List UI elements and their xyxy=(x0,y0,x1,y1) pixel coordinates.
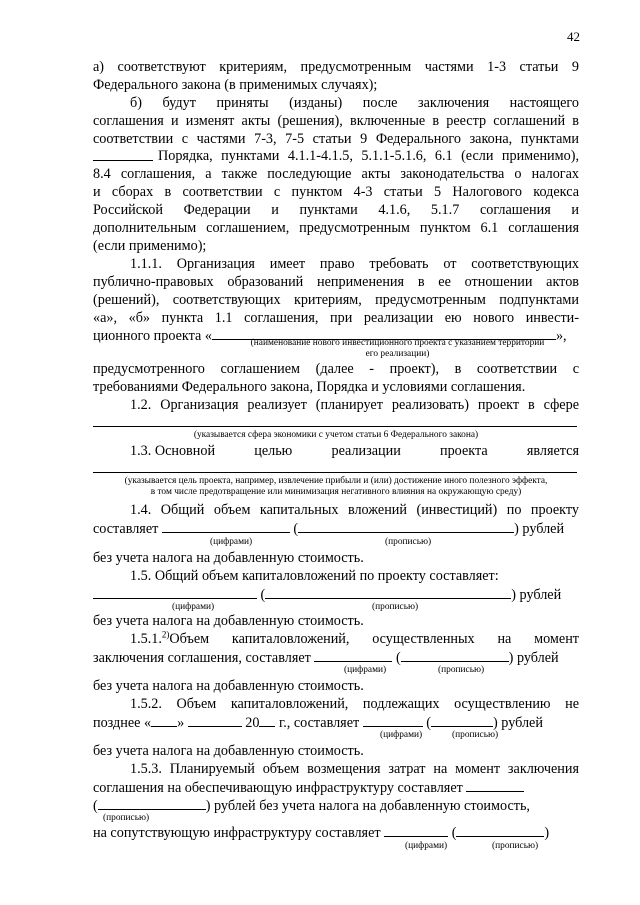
clause-12-line-1: 1.2. Организация реализует (планирует реализовать) проект в сфере xyxy=(130,397,579,413)
clause-111-line-1: 1.1.1. Организация имеет право требовать от соответствующих xyxy=(130,256,579,272)
item-b-line-8: дополнительным соглашением, предусмотренным пунктом 6.1 соглашения xyxy=(93,220,579,236)
item-b-line-6: и сборах в соответствии с пунктом 4-3 статьи 5 Налогового кодекса xyxy=(93,184,579,200)
clause-15-line-2: ( ) рублей xyxy=(93,586,579,604)
words-caption: (прописью) xyxy=(452,730,499,740)
clause-15-line-1: 1.5. Общий объем капиталовложений по проекту составляет: xyxy=(130,568,499,584)
investment-digits-field[interactable] xyxy=(162,520,290,533)
clause-111b-line-2: требованиями Федерального закона, Порядка и условиями соглашения. xyxy=(93,379,526,395)
clause-151-line-3: без учета налога на добавленную стоимость. xyxy=(93,678,364,694)
clause-111-line-4: «а», «б» пункта 1.1 соглашения, при реализации ею нового инвести- xyxy=(93,310,579,326)
planned-digits-field[interactable] xyxy=(363,714,423,727)
digits-caption: (цифрами) xyxy=(380,730,423,740)
item-a-line-1: а) соответствуют критериям, предусмотренным частями 1-3 статьи 9 xyxy=(93,59,579,75)
clause-13-line-1: 1.3. Основной целью реализации проекта является xyxy=(130,443,579,459)
item-b-line-5: 8.4 соглашения, а также последующие акты законодательства о налогах xyxy=(93,166,579,182)
clause-111b-line-1: предусмотренного соглашением (далее - проект), в соответствии с xyxy=(93,361,579,377)
clause-151-line-2: заключения соглашения, составляет ( ) рублей xyxy=(93,650,559,666)
digits-caption: (цифрами) xyxy=(210,537,253,547)
digits-caption: (цифрами) xyxy=(405,841,448,851)
sphere-caption: (указывается сфера экономики с учетом статьи 6 Федерального закона) xyxy=(193,430,479,440)
clause-152-line-2: позднее « » 20 г., составляет ( ) рублей xyxy=(93,715,543,731)
footnote-marker: 2) xyxy=(161,629,170,640)
item-b-line-2: соглашения и изменят акты (решения), включенные в реестр соглашений в xyxy=(93,113,579,129)
supporting-infra-words-field[interactable] xyxy=(98,797,206,810)
clause-15-line-3: без учета налога на добавленную стоимость. xyxy=(93,613,364,629)
capital-digits-field[interactable] xyxy=(93,586,257,599)
words-caption: (прописью) xyxy=(372,602,419,612)
clause-14-line-3: без учета налога на добавленную стоимость. xyxy=(93,550,364,566)
item-a-line-2: Федерального закона (в применимых случаях); xyxy=(93,77,378,93)
item-b-line-1: б) будут приняты (изданы) после заключения настоящего xyxy=(130,95,579,111)
page-number: 42 xyxy=(567,29,580,44)
clause-153-line-3: ( ) рублей без учета налога на добавленную стоимость, xyxy=(93,798,530,814)
clause-111-line-2: публично-правовых образований неприменения в ее отношении актов xyxy=(93,274,579,290)
digits-caption: (цифрами) xyxy=(344,665,387,675)
words-caption: (прописью) xyxy=(385,537,432,547)
clause-152-line-1: 1.5.2. Объем капиталовложений, подлежащих осуществлению не xyxy=(130,696,579,712)
clause-152-line-3: без учета налога на добавленную стоимость. xyxy=(93,743,364,759)
words-caption: (прописью) xyxy=(103,813,150,823)
blank-field[interactable] xyxy=(93,148,153,166)
clause-111-line-5-end: », xyxy=(555,328,567,344)
clause-14-line-1: 1.4. Общий объем капитальных вложений (инвестиций) по проекту xyxy=(130,502,579,518)
words-caption: (прописью) xyxy=(492,841,539,851)
concluded-words-field[interactable] xyxy=(401,649,509,662)
item-b-line-4: Порядка, пунктами 4.1.1-4.1.5, 5.1.1-5.1.6, 6.1 (если применимо), xyxy=(158,148,579,164)
clause-153-line-4: на сопутствующую инфраструктуру составляет ( ) xyxy=(93,825,550,841)
clause-14-line-2: составляет ( ) рублей xyxy=(93,521,565,537)
clause-111-line-5-text: ционного проекта « xyxy=(93,328,212,344)
year-field[interactable] xyxy=(259,714,275,727)
item-b-line-3: соответствии с частями 7-3, 7-5 статьи 9 Федерального закона, пунктами xyxy=(93,131,579,147)
words-caption: (прописью) xyxy=(438,665,485,675)
goal-caption: (указывается цель проекта, например, извлечение прибыли и (или) достижение иного полезного эффекта, в том числе предотвращение или минимизация негативного влияния на окружающую среду) xyxy=(124,476,548,497)
investment-words-field[interactable] xyxy=(298,520,514,533)
planned-words-field[interactable] xyxy=(431,714,493,727)
related-infra-digits-field[interactable] xyxy=(384,824,448,837)
concluded-digits-field[interactable] xyxy=(314,649,392,662)
related-infra-words-field[interactable] xyxy=(456,824,544,837)
day-field[interactable] xyxy=(151,714,177,727)
month-field[interactable] xyxy=(188,714,242,727)
item-b-line-7: Российской Федерации и пунктами 4.1.6, 5.1.7 соглашения и xyxy=(93,202,579,218)
clause-153-line-2: соглашения на обеспечивающую инфраструктуру составляет xyxy=(93,779,579,797)
clause-153-line-1: 1.5.3. Планируемый объем возмещения затрат на момент заключения xyxy=(130,761,579,777)
item-b-line-9: (если применимо); xyxy=(93,238,207,254)
project-name-caption: (наименование нового инвестиционного проекта с указанием территории его реализации) xyxy=(250,338,545,359)
capital-words-field[interactable] xyxy=(265,586,511,599)
clause-151-line-1: 1.5.1.$^{2)}$ Объем капиталовложений, осуществленных на момент xyxy=(130,629,579,647)
supporting-infra-digits-field[interactable] xyxy=(466,779,524,792)
digits-caption: (цифрами) xyxy=(172,602,215,612)
clause-111-line-3: (решений), соответствующих критериям, предусмотренным подпунктами xyxy=(93,292,579,308)
